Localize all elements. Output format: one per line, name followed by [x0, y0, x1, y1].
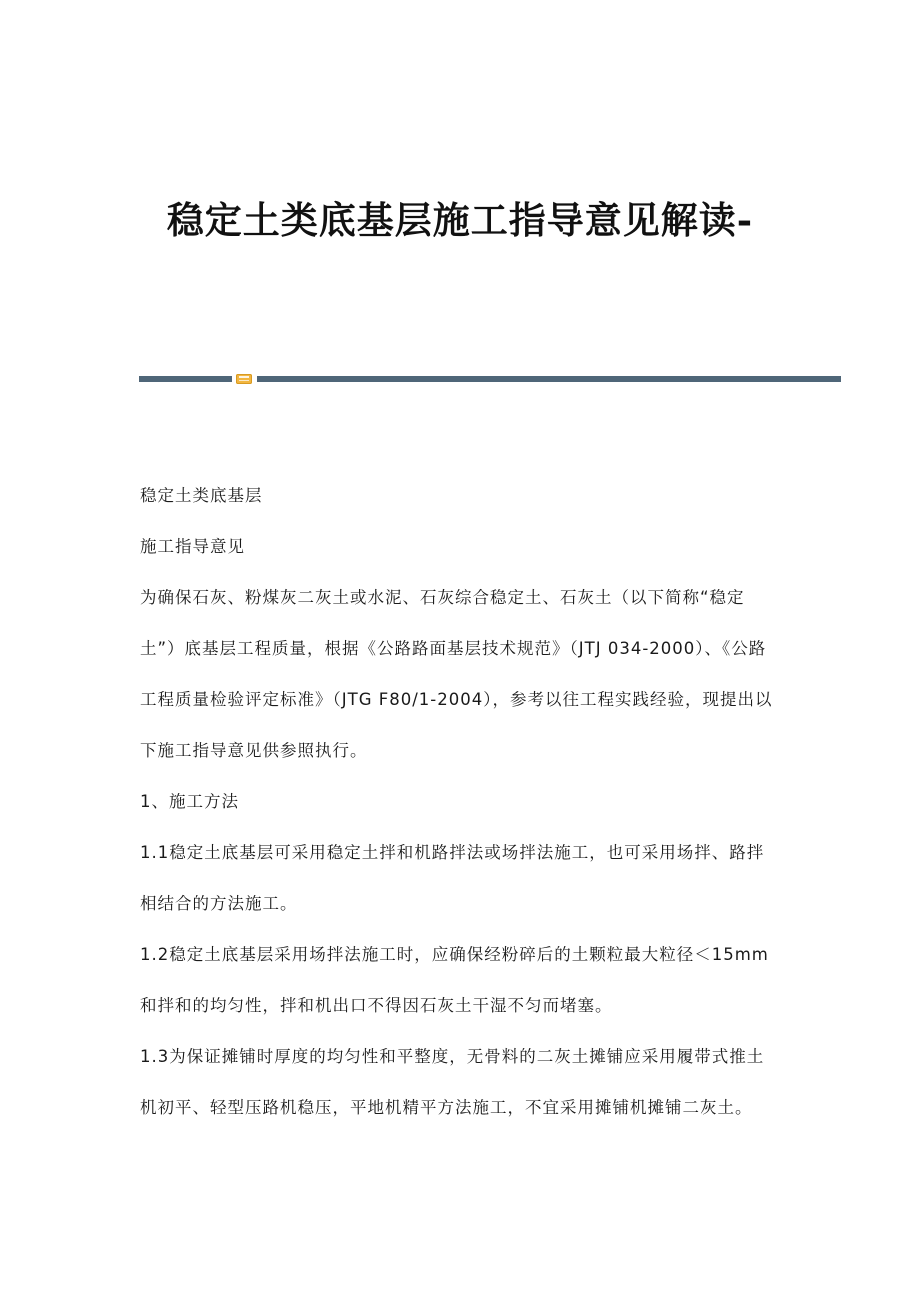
- document-emblem-icon: [236, 374, 252, 384]
- title-divider: [139, 374, 841, 384]
- body-paragraph-heading-1: 稳定土类底基层: [140, 486, 263, 505]
- divider-bar-left: [139, 376, 232, 382]
- body-paragraph-heading-2: 施工指导意见: [140, 537, 245, 556]
- body-paragraph-intro: 为确保石灰、粉煤灰二灰土或水泥、石灰综合稳定土、石灰土（以下简称“稳定土”）底基层工程质量，根据《公路路面基层技术规范》（JTJ 034-2000）、《公路工程质量检验评定标准》（JTG F80/1-2004），参考以往工程实践经验，现提出以下施工指导意见供参照执行。: [140, 588, 773, 760]
- document-title: 稳定土类底基层施工指导意见解读-: [166, 198, 754, 242]
- body-paragraph-1-1: 1.1稳定土底基层可采用稳定土拌和机路拌法或场拌法施工，也可采用场拌、路拌相结合的方法施工。: [140, 843, 765, 913]
- divider-bar-right: [257, 376, 841, 382]
- section-heading-construction-method: 1、施工方法: [140, 792, 239, 811]
- document-body: [140, 470, 780, 1133]
- body-paragraph-1-3: 1.3为保证摊铺时厚度的均匀性和平整度，无骨料的二灰土摊铺应采用履带式推土机初平、轻型压路机稳压，平地机精平方法施工，不宜采用摊铺机摊铺二灰土。: [140, 1047, 765, 1117]
- body-paragraph-1-2: 1.2稳定土底基层采用场拌法施工时，应确保经粉碎后的土颗粒最大粒径＜15mm和拌和的均匀性，拌和机出口不得因石灰土干湿不匀而堵塞。: [140, 945, 769, 1015]
